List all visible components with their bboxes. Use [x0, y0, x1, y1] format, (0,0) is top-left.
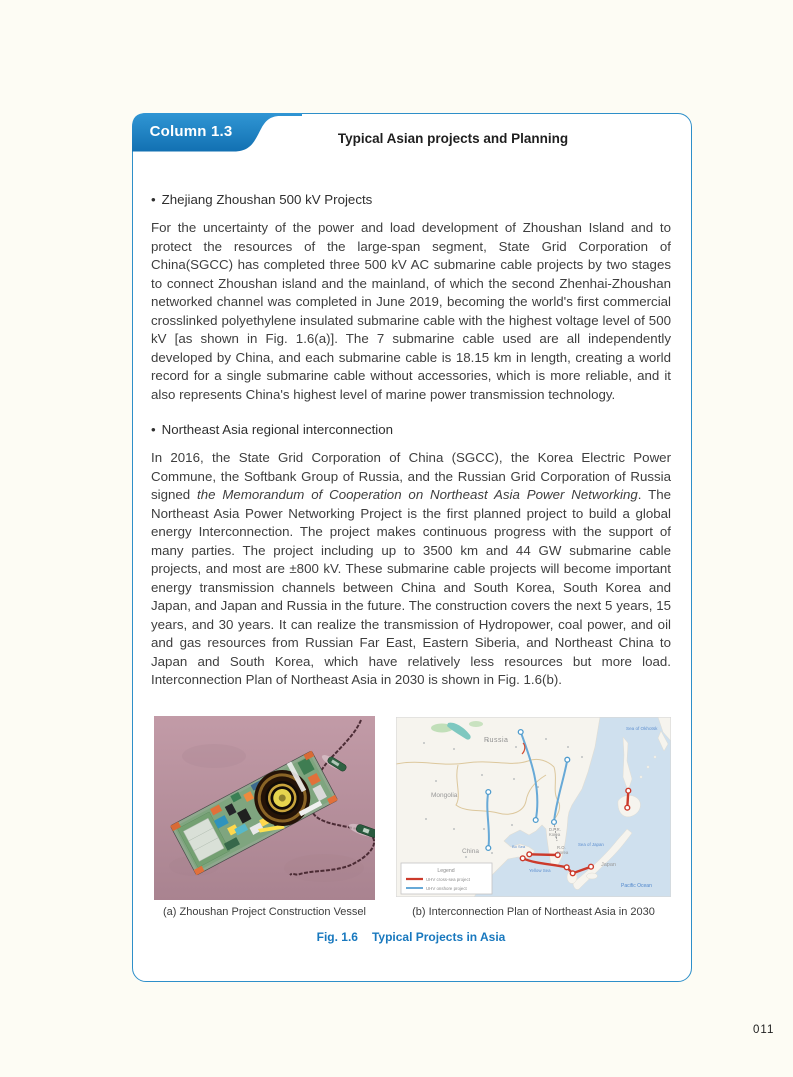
column-box	[132, 113, 692, 982]
caption-b: (b) Interconnection Plan of Northeast Asia in 2030	[412, 905, 655, 918]
map-legend-blue-label: UHV onshore project	[426, 885, 467, 891]
map-legend-red-label: UHV cross-sea project	[426, 876, 470, 882]
map-legend	[401, 863, 492, 894]
paragraph-1: For the uncertainty of the power and load development of Zhoushan Island and to protect the resources of the large-span segment, State Grid Corporation of China(SGCC) has completed three 500 kV AC submarine cable projects by two stages to connect Zhoushan island and the mainland, of which the second Zhenhai-Zhoushan networked channel was completed in June 2019, becoming the world's first commercial crosslinked polyethylene insulated submarine cable with the highest voltage level of 500 kV [as shown in Fig. 1.6(a)]. The 7 submarine cable used are all independently developed by China, and each submarine cable is 18.15 km in length, creating a world record for a single submarine cable without accessories, which is more reliable, and it also represents China's highest level of marine power transmission technology.	[151, 220, 671, 402]
map-label-rok-1: R.O.	[557, 844, 566, 850]
figure-label: Fig. 1.6	[316, 929, 358, 944]
map-label-yellow-sea: Yellow Sea	[529, 867, 551, 873]
bullet-heading-1	[151, 192, 671, 207]
map-label-japan: Japan	[601, 861, 616, 868]
map-label-russia: Russia	[484, 736, 509, 744]
interconnection-map	[396, 717, 671, 897]
map-label-rok-2: Korea	[557, 849, 569, 855]
figure-title: Typical Projects in Asia	[371, 929, 506, 944]
paragraph-2	[151, 449, 671, 690]
map-legend-title: Legend	[437, 867, 455, 874]
paragraph-2-post: . The Northeast Asia Power Networking Project is the first planned project to build a global energy Interconnection. The project makes continuous progress with the support of many parties. The project including up to 3500 km and 44 GW submarine cable projects, and most are ±800 kV. These submarine cable projects will become important energy transmission channels between China and South Korea, South Korea and Japan, and Japan and Russia in the future. The construction covers the next 5 years, 15 years, and 30 years. It can realize the transmission of Hydropower, coal power, and oil and gas resources from Russian Far East, Eastern Siberia, and Northeast China to Japan and South Korea, which have relatively less resources but more load. Interconnection Plan of Northeast Asia in 2030 is shown in Fig. 1.6(b).	[151, 487, 671, 687]
map-label-pacific: Pacific Ocean	[621, 882, 652, 889]
caption-row	[154, 906, 671, 918]
bullet-heading-1-text: Zhejiang Zhoushan 500 kV Projects	[161, 192, 373, 207]
map-label-sea-okhotsk: Sea of Okhotsk	[626, 725, 658, 731]
bullet-heading-2	[151, 422, 671, 437]
map-label-bo-sea: Bo Sea	[512, 843, 526, 849]
bullet-icon: •	[151, 192, 156, 207]
map-label-dprk-1: D.P.R.	[549, 826, 561, 832]
bullet-heading-2-text: Northeast Asia regional interconnection	[161, 422, 394, 437]
column-content	[133, 131, 691, 944]
map-label-dprk-2: Korea	[549, 831, 561, 837]
figure-row	[154, 716, 671, 900]
bullet-icon: •	[151, 422, 156, 437]
map-label-mongolia: Mongolia	[431, 791, 458, 799]
column-badge-label: Column 1.3	[149, 122, 233, 140]
vessel-photo	[154, 716, 375, 900]
column-title: Typical Asian projects and Planning	[337, 131, 569, 146]
paragraph-2-italic: the Memorandum of Cooperation on Northeast Asia Power Networking	[197, 487, 638, 502]
map-label-sea-japan: Sea of Japan	[578, 841, 604, 847]
paragraph-2-pre: In 2016, the State Grid Corporation of China (SGCC), the Korea Electric Power Commune, the Softbank Group of Russia, and the Russian Grid Corporation of Russia signed	[151, 450, 671, 502]
map-label-china: China	[462, 847, 479, 855]
page-number: 011	[753, 1024, 775, 1036]
caption-a: (a) Zhoushan Project Construction Vessel	[163, 905, 366, 918]
figure-caption	[151, 930, 671, 944]
